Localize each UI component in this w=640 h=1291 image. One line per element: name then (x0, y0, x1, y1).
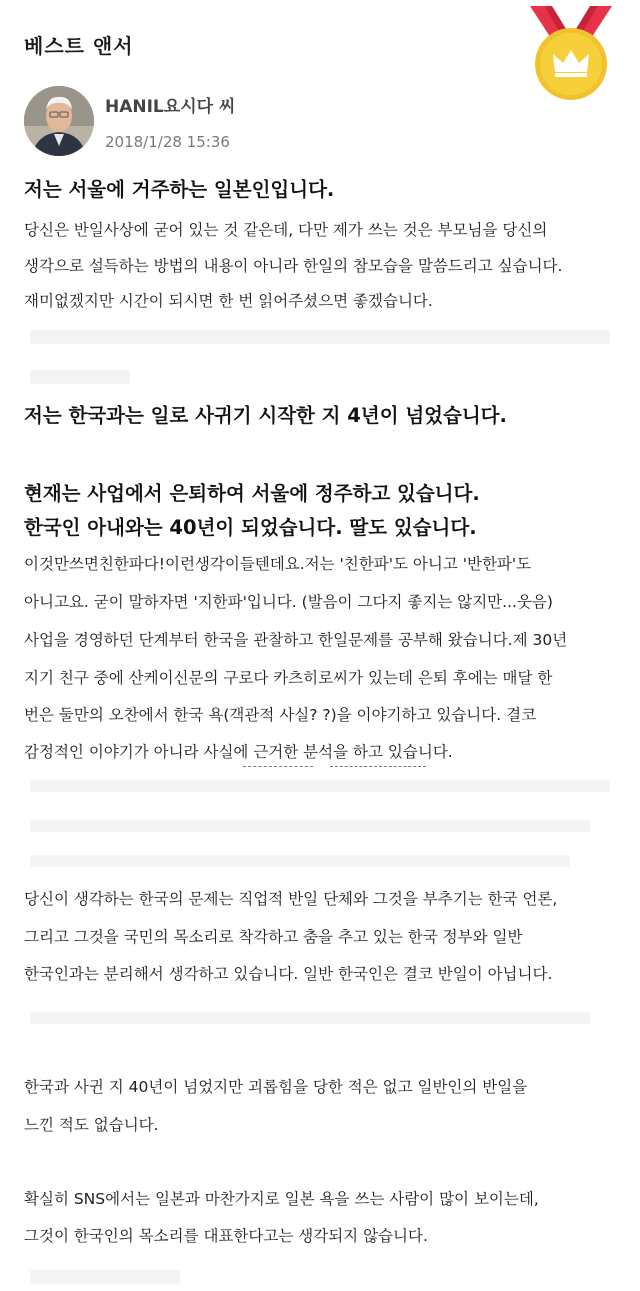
background-artifact (30, 820, 590, 832)
background-artifact (30, 1012, 590, 1024)
paragraph-line: 한국인과는 분리해서 생각하고 있습니다. 일반 한국인은 결코 반일이 아닙니다. (24, 965, 553, 983)
paragraph-line: 생각으로 설득하는 방법의 내용이 아니라 한일의 참모습을 말씀드리고 싶습니다. (24, 257, 563, 275)
profile-photo (24, 86, 94, 156)
intro-heading: 저는 서울에 거주하는 일본인입니다. (24, 178, 335, 201)
paragraph-line: 번은 둘만의 오찬에서 한국 욕(객관적 사실? ?)을 이야기하고 있습니다. 결코 (24, 706, 537, 724)
paragraph-line: 감정적인 이야기가 아니라 사실에 근거한 분석을 하고 있습니다. (24, 743, 453, 761)
section-heading: 한국인 아내와는 40년이 되었습니다. 딸도 있습니다. (24, 516, 477, 539)
paragraph-line: 느낀 적도 없습니다. (24, 1116, 159, 1134)
paragraph-line: 아니고요. 굳이 말하자면 '지한파'입니다. (발음이 그다지 좋지는 않지만...웃음) (24, 593, 553, 611)
paragraph-line: 이것만쓰면친한파다!이런생각이들텐데요.저는 '친한파'도 아니고 '반한파'도 (24, 555, 532, 573)
paragraph-line: 한국과 사귄 지 40년이 넘었지만 괴롭힘을 당한 적은 없고 일반인의 반일을 (24, 1078, 528, 1096)
background-artifact (30, 370, 130, 384)
background-artifact (30, 780, 610, 792)
background-artifact (30, 1270, 180, 1284)
dashed-underline (330, 766, 426, 767)
paragraph-line: 사업을 경영하던 단계부터 한국을 관찰하고 한일문제를 공부해 왔습니다.제 30년 (24, 631, 568, 649)
best-answer-title: 베스트 앤서 (24, 34, 134, 58)
background-artifact (30, 330, 610, 344)
paragraph-line: 당신은 반일사상에 굳어 있는 것 같은데, 다만 제가 쓰는 것은 부모님을 당신의 (24, 221, 548, 239)
paragraph-line: 당신이 생각하는 한국의 문제는 직업적 반일 단체와 그것을 부추기는 한국 언론, (24, 890, 558, 908)
gold-medal-crown-icon (524, 2, 618, 104)
paragraph-line: 재미없겠지만 시간이 되시면 한 번 읽어주셨으면 좋겠습니다. (24, 292, 433, 310)
section-heading: 저는 한국과는 일로 사귀기 시작한 지 4년이 넘었습니다. (24, 404, 507, 427)
author-name[interactable]: HANIL요시다 씨 (105, 97, 236, 117)
dashed-underline (243, 766, 313, 767)
author-avatar[interactable] (24, 86, 94, 156)
post-timestamp: 2018/1/28 15:36 (105, 133, 230, 151)
paragraph-line: 그리고 그것을 국민의 목소리로 착각하고 춤을 추고 있는 한국 정부와 일반 (24, 928, 523, 946)
section-heading: 현재는 사업에서 은퇴하여 서울에 정주하고 있습니다. (24, 482, 480, 505)
paragraph-line: 확실히 SNS에서는 일본과 마찬가지로 일본 욕을 쓰는 사람이 많이 보이는데, (24, 1190, 539, 1208)
paragraph-line: 지기 친구 중에 산케이신문의 구로다 카츠히로씨가 있는데 은퇴 후에는 매달 한 (24, 669, 553, 687)
background-artifact (30, 855, 570, 867)
paragraph-line: 그것이 한국인의 목소리를 대표한다고는 생각되지 않습니다. (24, 1227, 428, 1245)
